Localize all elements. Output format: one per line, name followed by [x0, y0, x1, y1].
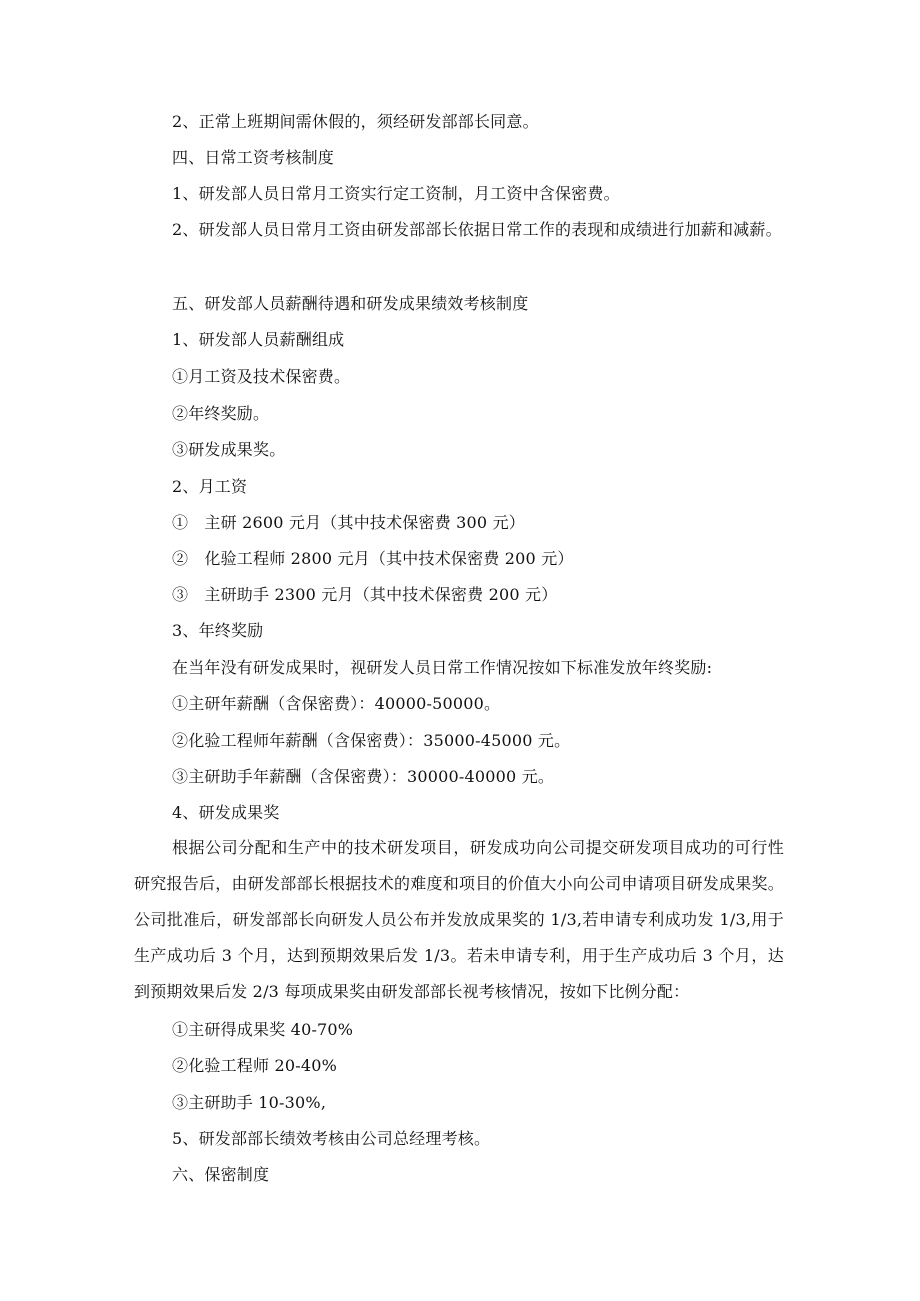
award-split-lab-engineer: ②化验工程师 20-40%: [172, 1056, 338, 1075]
annual-pay-lead-researcher: ①主研年薪酬（含保密费）：40000-50000。: [172, 694, 501, 713]
rd-award-heading: 4、研发成果奖: [172, 803, 280, 822]
award-split-lead-researcher: ①主研得成果奖 40-70%: [172, 1020, 354, 1039]
annual-pay-lab-engineer: ②化验工程师年薪酬（含保密费）：35000-45000 元。: [172, 731, 571, 750]
year-end-bonus-intro: 在当年没有研发成果时，视研发人员日常工作情况按如下标准发放年终奖励:: [172, 658, 713, 677]
leave-approval-line: 2、正常上班期间需休假的，须经研发部部长同意。: [172, 112, 539, 131]
section-five-heading: 五、研发部人员薪酬待遇和研发成果绩效考核制度: [172, 294, 529, 313]
year-end-bonus-heading: 3、年终奖励: [172, 621, 264, 640]
pay-item-1: ①月工资及技术保密费。: [172, 367, 351, 386]
salary-research-assistant: ③ 主研助手 2300 元月（其中技术保密费 200 元）: [172, 585, 558, 604]
fixed-salary-line: 1、研发部人员日常月工资实行定工资制，月工资中含保密费。: [172, 184, 620, 203]
salary-lead-researcher: ① 主研 2600 元月（其中技术保密费 300 元）: [172, 513, 526, 532]
pay-item-3: ③研发成果奖。: [172, 440, 286, 459]
pay-item-2: ②年终奖励。: [172, 404, 270, 423]
section-four-heading: 四、日常工资考核制度: [172, 148, 335, 167]
award-split-research-assistant: ③主研助手 10-30%,: [172, 1093, 327, 1112]
director-review-line: 5、研发部部长绩效考核由公司总经理考核。: [172, 1129, 491, 1148]
annual-pay-research-assistant: ③主研助手年薪酬（含保密费）：30000-40000 元。: [172, 767, 555, 786]
salary-adjust-paragraph: 2、研发部人员日常月工资由研发部部长依据日常工作的表现和成绩进行加薪和减薪。: [172, 220, 782, 239]
salary-lab-engineer: ② 化验工程师 2800 元月（其中技术保密费 200 元）: [172, 549, 574, 568]
section-six-heading: 六、保密制度: [172, 1165, 270, 1184]
pay-composition-heading: 1、研发部人员薪酬组成: [172, 330, 345, 349]
monthly-salary-heading: 2、月工资: [172, 477, 248, 496]
rd-award-paragraph: 根据公司分配和生产中的技术研发项目，研发成功向公司提交研发项目成功的可行性研究报告后，由研发部部长根据技术的难度和项目的价值大小向公司申请项目研发成果奖。公司批准后，研发部部长向研发人员公布并发放成果奖的 1/3,若申请专利成功发 1/3,用于生产成功后 3 个月，达到预期效果后发 1/3。若未申请专利，用于生产成功后 3 个月，达到预期效果后发 2/3 每项成果奖由研发部部长视考核情况，按如下比例分配：: [134, 838, 784, 1001]
